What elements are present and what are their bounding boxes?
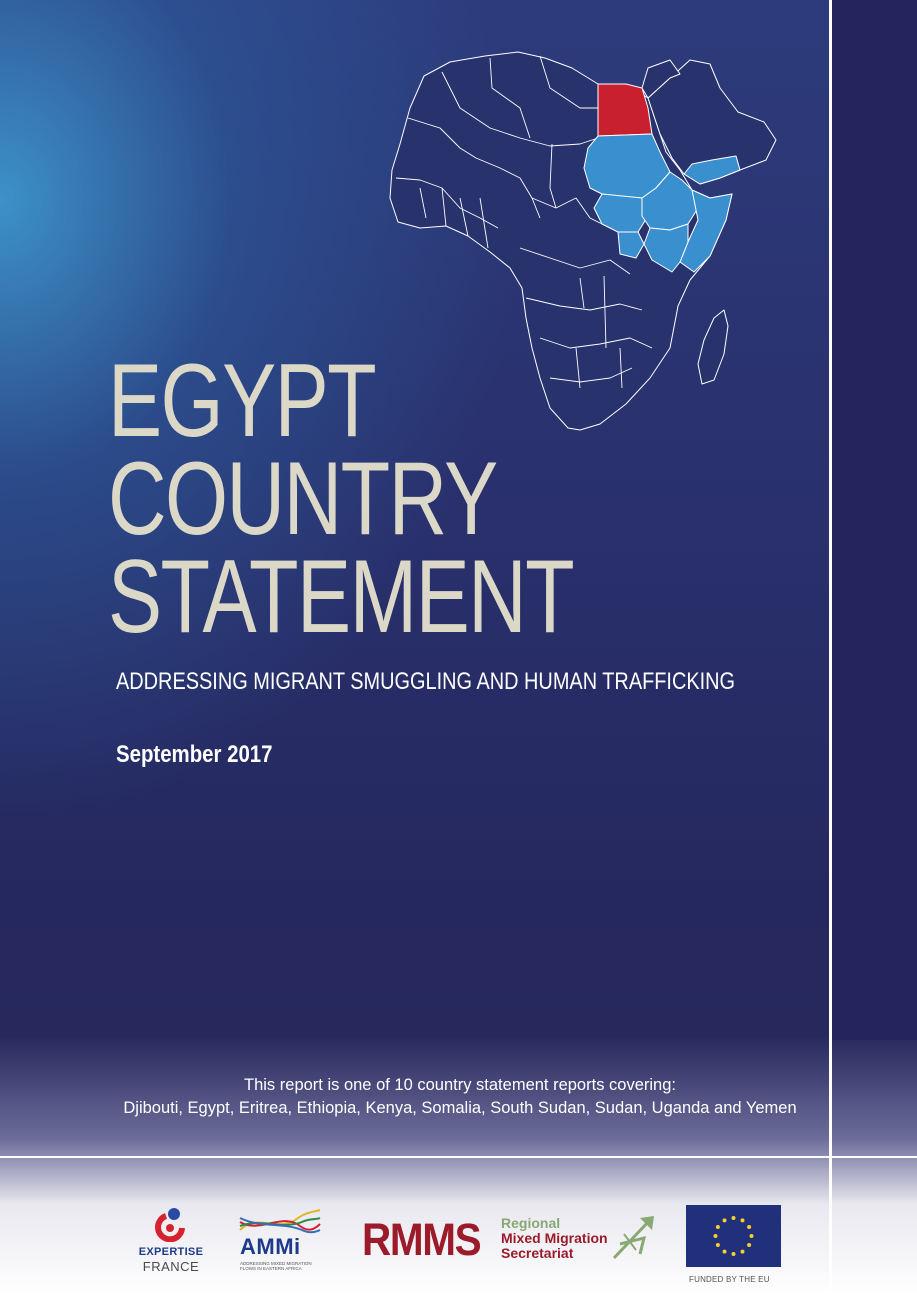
rmms-logo bbox=[362, 1212, 658, 1264]
madagascar bbox=[698, 310, 728, 384]
expertise-france-line2: FRANCE bbox=[142, 1259, 200, 1274]
rmms-line2: Mixed Migration bbox=[501, 1230, 608, 1246]
title-line-1: EGYPT bbox=[108, 343, 376, 459]
rmms-acronym: RMMS bbox=[362, 1214, 481, 1265]
report-date: September 2017 bbox=[116, 741, 273, 768]
rmms-arrows-icon bbox=[610, 1214, 658, 1260]
coverage-note-line-2: Djibouti, Egypt, Eritrea, Ethiopia, Kenya, Somalia, South Sudan, Sudan, Uganda and Yemen bbox=[123, 1099, 797, 1117]
eu-stars-icon bbox=[686, 1205, 781, 1267]
title-line-2: COUNTRY bbox=[108, 441, 497, 557]
report-title bbox=[108, 343, 574, 655]
rmms-line3: Secretariat bbox=[501, 1245, 574, 1261]
horizontal-divider bbox=[0, 1156, 917, 1158]
expertise-france-logo bbox=[132, 1206, 210, 1276]
side-strip bbox=[832, 0, 917, 1040]
rmms-line1: Regional bbox=[501, 1215, 561, 1231]
report-subtitle: ADDRESSING MIGRANT SMUGGLING AND HUMAN TRAFFICKING bbox=[116, 668, 736, 695]
eu-flag bbox=[686, 1205, 781, 1267]
ammi-logo bbox=[238, 1208, 322, 1274]
eu-funding-caption: FUNDED BY THE EU bbox=[689, 1275, 770, 1284]
coverage-note-line-1: This report is one of 10 country statement reports covering: bbox=[244, 1076, 676, 1094]
ammi-name: AMMi bbox=[240, 1234, 301, 1259]
expertise-france-line1: EXPERTISE bbox=[138, 1246, 204, 1258]
ammi-waves-icon bbox=[238, 1208, 322, 1236]
expertise-france-mark-icon bbox=[152, 1206, 188, 1242]
title-line-3: STATEMENT bbox=[108, 539, 574, 655]
ammi-tagline: ADDRESSING MIXED MIGRATION FLOWS IN EASTERN AFRICA bbox=[240, 1261, 312, 1271]
